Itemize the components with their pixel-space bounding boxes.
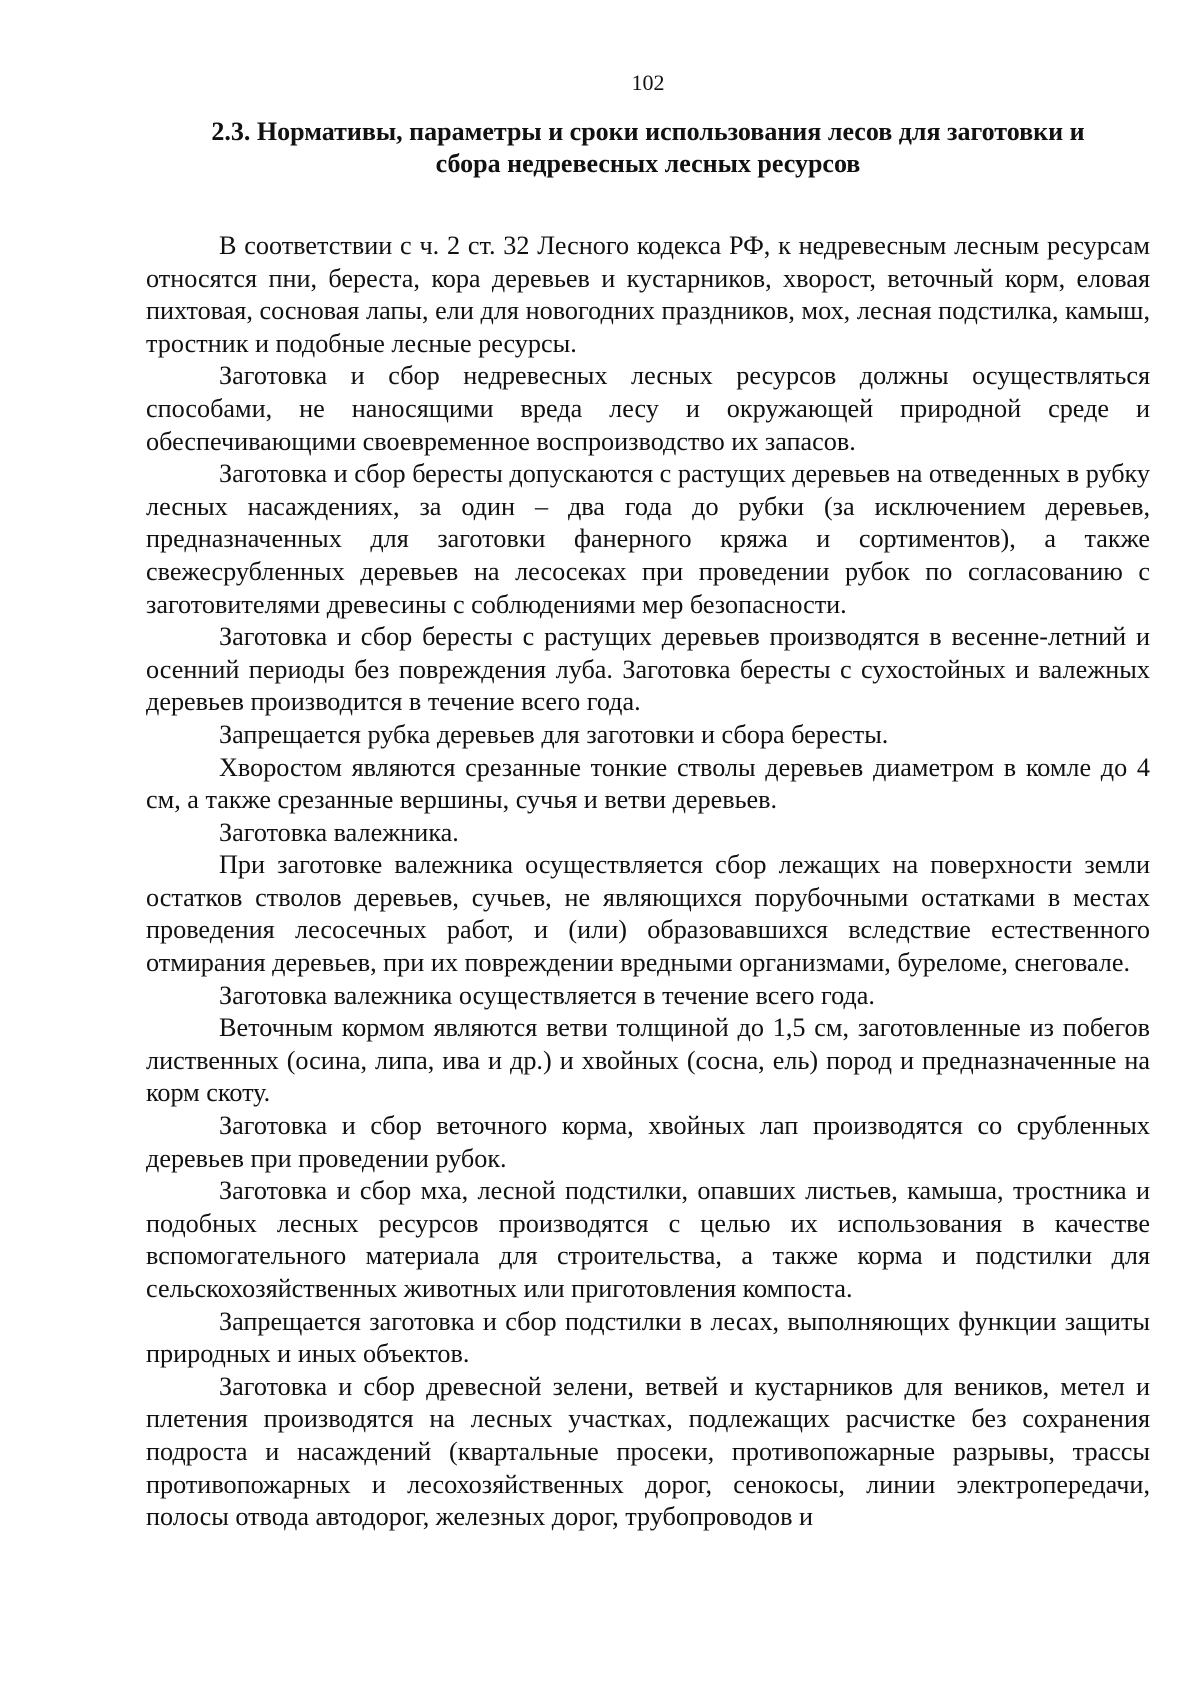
paragraph: Заготовка валежника. <box>219 817 459 847</box>
section-heading-line-1: 2.3. Нормативы, параметры и сроки использования лесов для заготовки и <box>211 117 1085 146</box>
paragraph: Веточным кормом являются ветви толщиной до 1,5 см, заготовленные из побегов лиственных (осина, липа, ива и др.) и хвойных (сосна, ель) пород и предназначенные на корм скоту. <box>146 1013 1150 1108</box>
paragraph: Запрещается заготовка и сбор подстилки в лесах, выполняющих функции защиты природных и иных объектов. <box>146 1306 1150 1369</box>
paragraph: Хворостом являются срезанные тонкие стволы деревьев диаметром в комле до 4 см, а также срезанные вершины, сучья и ветви деревьев. <box>146 752 1150 815</box>
paragraph: При заготовке валежника осуществляется сбор лежащих на поверхности земли остатков стволов деревьев, сучьев, не являющихся порубочными остатками в местах проведения лесосечных работ, и (или) образовавшихся вследствие естественного отмирания деревьев, при их повреждении вредными организмами, буреломе, снеговале. <box>146 850 1150 978</box>
paragraph: Заготовка валежника осуществляется в течение всего года. <box>219 980 875 1010</box>
section-heading <box>146 116 1150 180</box>
paragraph: Заготовка и сбор бересты с растущих деревьев производятся в весенне-летний и осенний периоды без повреждения луба. Заготовка бересты с сухостойных и валежных деревьев производится в течение всего года. <box>146 622 1150 717</box>
section-heading-line-2: сбора недревесных лесных ресурсов <box>435 149 861 178</box>
paragraph: Заготовка и сбор бересты допускаются с растущих деревьев на отведенных в рубку лесных насаждениях, за один – два года до рубки (за исключением деревьев, предназначенных для заготовки фанерного кряжа и сортиментов), а также свежесрубленных деревьев на лесосеках при проведении рубок по согласованию с заготовителями древесины с соблюдениями мер безопасности. <box>146 459 1150 619</box>
body-text <box>146 230 1150 1534</box>
paragraph: Заготовка и сбор веточного корма, хвойных лап производятся со срубленных деревьев при проведении рубок. <box>146 1111 1150 1173</box>
paragraph: Заготовка и сбор древесной зелени, ветвей и кустарников для веников, метел и плетения производятся на лесных участках, подлежащих расчистке без сохранения подроста и насаждений (квартальные просеки, противопожарные разрывы, трассы противопожарных и лесохозяйственных дорог, сенокосы, линии электропередачи, полосы отвода автодорог, железных дорог, трубопроводов и <box>146 1371 1150 1532</box>
page-number: 102 <box>631 70 665 95</box>
paragraph: Запрещается рубка деревьев для заготовки и сбора бересты. <box>219 719 889 749</box>
paragraph: Заготовка и сбор недревесных лесных ресурсов должны осуществляться способами, не наносящими вреда лесу и окружающей природной среде и обеспечивающими своевременное воспроизводство их запасов. <box>146 361 1150 456</box>
paragraph: В соответствии с ч. 2 ст. 32 Лесного кодекса РФ, к недревесным лесным ресурсам относятся пни, береста, кора деревьев и кустарников, хворост, веточный корм, еловая пихтовая, сосновая лапы, ели для новогодних праздников, мох, лесная подстилка, камыш, тростник и подобные лесные ресурсы. <box>146 231 1150 358</box>
paragraph: Заготовка и сбор мха, лесной подстилки, опавших листьев, камыша, тростника и подобных лесных ресурсов производятся с целью их использования в качестве вспомогательного материала для строительства, а также корма и подстилки для сельскохозяйственных животных или приготовления компоста. <box>146 1176 1150 1303</box>
document-page <box>146 70 1150 1534</box>
